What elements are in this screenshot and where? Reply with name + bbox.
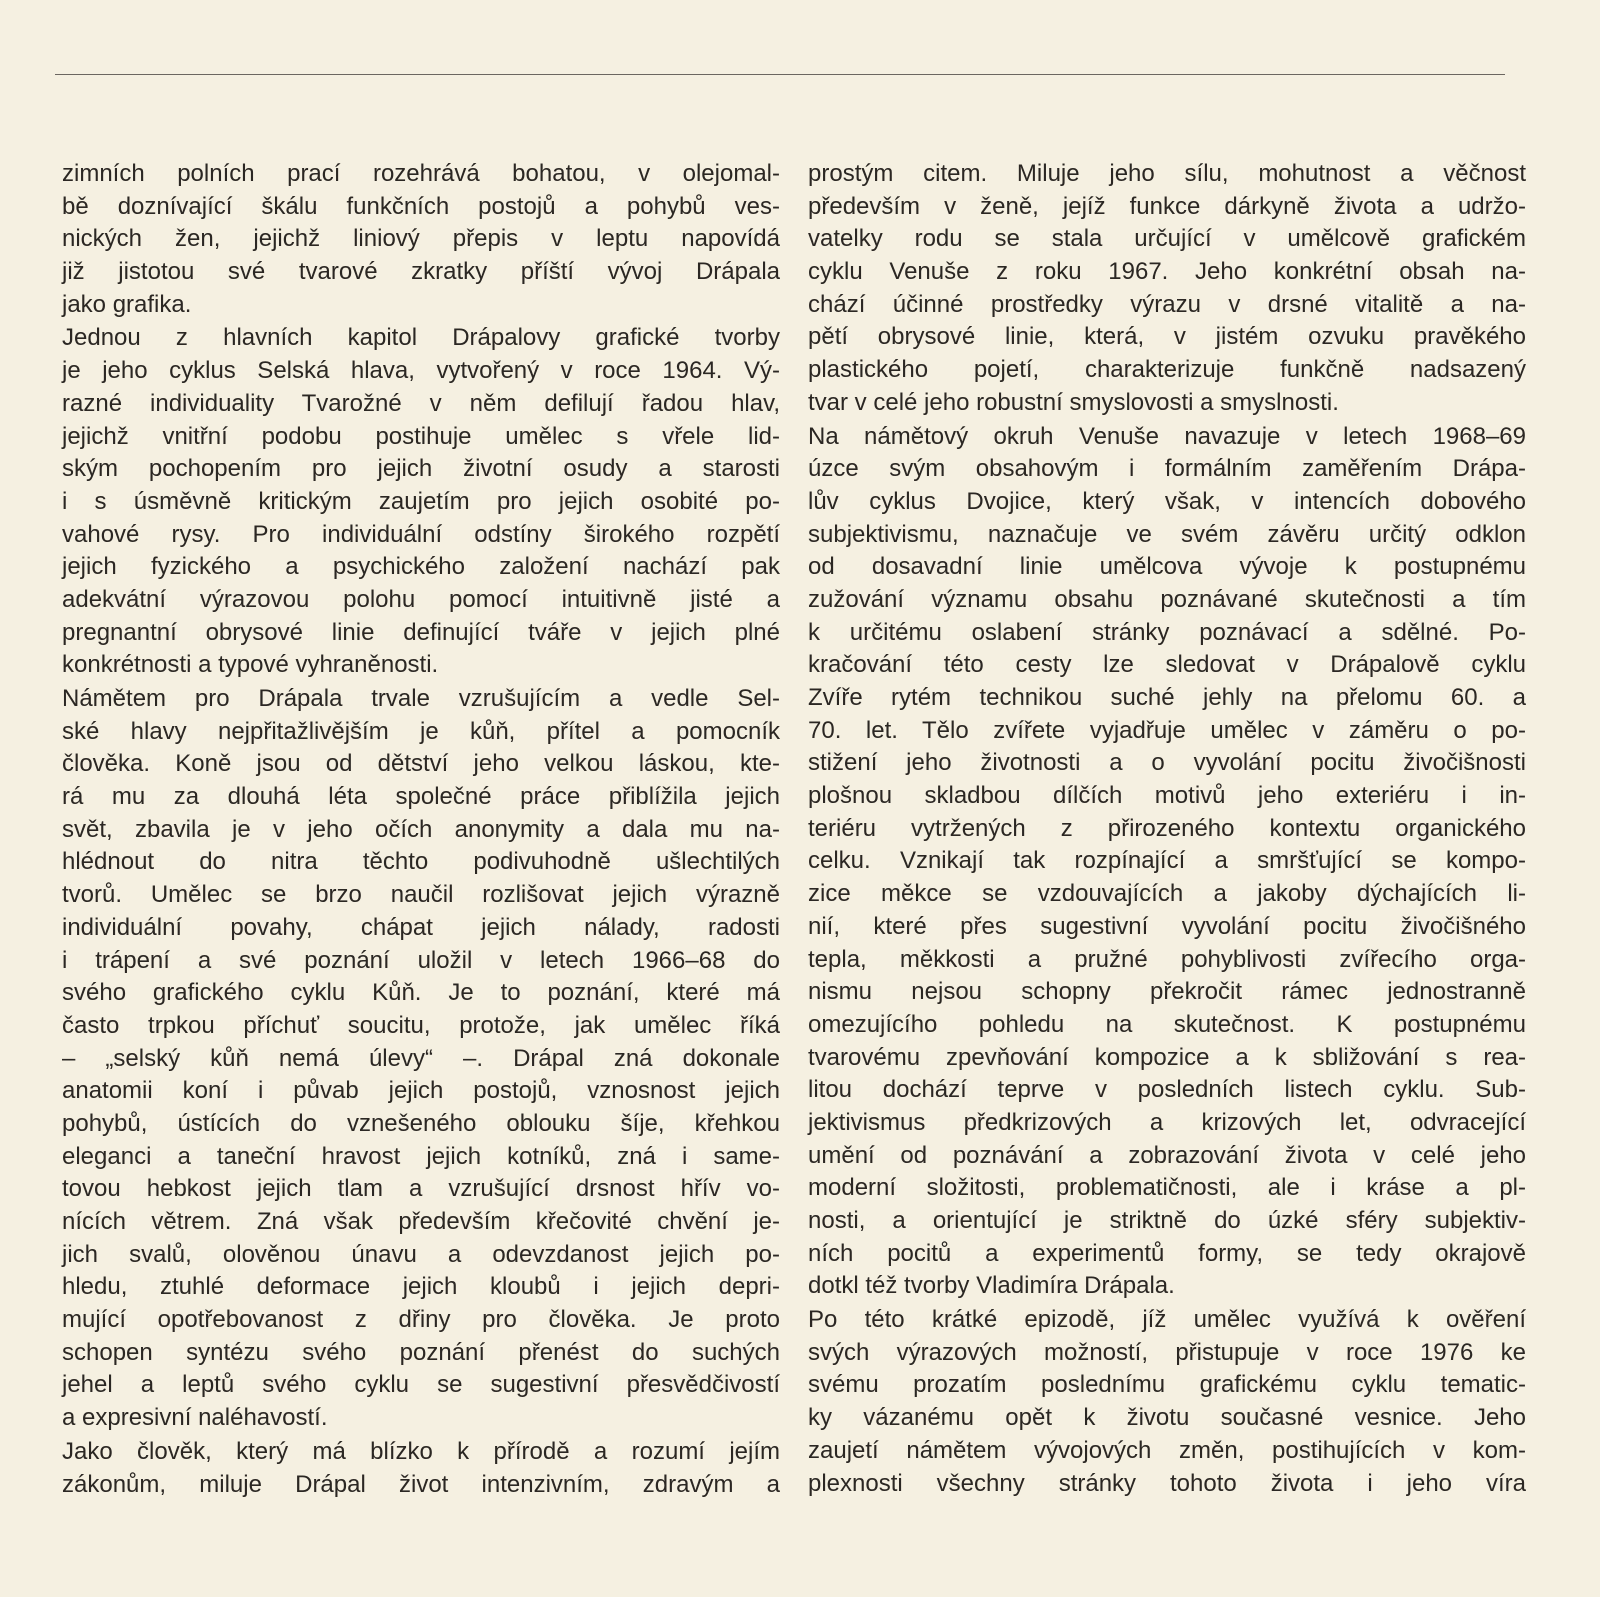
text-line: pohybů, ústících do vznešeného oblouku šíje, křehkou: [62, 1109, 780, 1137]
text-line: zimních polních prací rozehrává bohatou, v olejomal-: [62, 160, 780, 187]
text-line: plexnosti všechny stránky tohoto života i jeho víra: [808, 1469, 1526, 1497]
text-line: 70. let. Tělo zvířete vyjadřuje umělec v záměru o po-: [808, 716, 1526, 744]
text-line: ským pochopením pro jejich životní osudy a starosti: [62, 455, 780, 483]
text-line: již jistotou své tvarové zkratky příští vývoj Drápala: [62, 258, 780, 286]
text-line: hlédnout do nitra těchto podivuhodně ušlechtilých: [62, 848, 780, 876]
text-line: prostým citem. Miluje jeho sílu, mohutnost a věčnost: [808, 160, 1526, 187]
text-line: tovou hebkost jejich tlam a vzrušující drsnost hřív vo-: [62, 1175, 780, 1203]
text-line: anatomii koní i půvab jejich postojů, vznosnost jejich: [62, 1077, 780, 1105]
text-line: jehel a leptů svého cyklu se sugestivní přesvědčivostí: [62, 1371, 780, 1399]
text-line: subjektivismu, naznačuje ve svém závěru určitý odklon: [808, 520, 1526, 548]
text-line: svého grafického cyklu Kůň. Je to poznání, které má: [62, 979, 780, 1007]
text-line: je jeho cyklus Selská hlava, vytvořený v roce 1964. Vý-: [62, 357, 780, 385]
text-line: Jako člověk, který má blízko k přírodě a rozumí jejím: [62, 1437, 780, 1465]
text-line: dotkl též tvorby Vladimíra Drápala.: [808, 1272, 1175, 1300]
text-line: nících větrem. Zná však především křečovité chvění je-: [62, 1208, 780, 1235]
text-line: Námětem pro Drápala trvale vzrušujícím a vedle Sel-: [62, 685, 780, 712]
text-line: individuální povahy, chápat jejich nálady, radosti: [62, 913, 780, 941]
text-line: tvorů. Umělec se brzo naučil rozlišovat jejich výrazně: [62, 881, 780, 909]
text-line: nií, které přes sugestivní vyvolání pocitu živočišného: [808, 912, 1526, 940]
text-line: adekvátní výrazovou polohu pomocí intuitivně jisté a: [62, 585, 780, 613]
text-line: jektivismus předkrizových a krizových let, odvracející: [808, 1108, 1526, 1136]
text-line: pětí obrysové linie, která, v jistém ozvuku pravěkého: [808, 323, 1526, 351]
text-line: svět, zbavila je v jeho očích anonymity a dala mu na-: [62, 815, 780, 843]
text-line: i trápení a své poznání uložil v letech 1966–68 do: [62, 946, 780, 974]
text-line: úzce svým obsahovým i formálním zaměřením Drápa-: [808, 455, 1526, 483]
text-line: bě doznívající škálu funkčních postojů a pohybů ves-: [62, 192, 780, 220]
text-line: jako grafika.: [62, 290, 192, 318]
text-line: svému prozatím poslednímu grafickému cyklu tematic-: [808, 1371, 1526, 1399]
text-line: zice měkce se vzdouvajících a jakoby dýchajících li-: [808, 880, 1526, 908]
text-line: často trpkou příchuť soucitu, protože, jak umělec říká: [62, 1011, 780, 1039]
text-line: Na námětový okruh Venuše navazuje v letech 1968–69: [808, 422, 1526, 450]
paragraph: [62, 683, 780, 1435]
text-line: především v ženě, jejíž funkce dárkyně života a udržo-: [808, 192, 1526, 220]
text-line: tepla, měkkosti a pružné pohyblivosti zvířecího orga-: [808, 945, 1526, 973]
text-line: umění od poznávání a zobrazování života v celé jeho: [808, 1141, 1526, 1169]
text-line: schopen syntézu svého poznání přenést do suchých: [62, 1338, 780, 1366]
text-line: ních pocitů a experimentů formy, se tedy okrajově: [808, 1239, 1526, 1267]
text-line: konkrétnosti a typové vyhraněnosti.: [62, 651, 439, 679]
text-line: nismu nejsou schopny překročit rámec jednostranně: [808, 978, 1526, 1006]
text-line: vahové rysy. Pro individuální odstíny širokého rozpětí: [62, 520, 780, 548]
text-line: ské hlavy nejpřitažlivějším je kůň, přítel a pomocník: [62, 717, 780, 745]
text-line: jich svalů, olověnou únavu a odevzdanost jejich po-: [62, 1240, 780, 1268]
text-line: hledu, ztuhlé deformace jejich kloubů i jejich depri-: [62, 1273, 780, 1301]
text-line: celku. Vznikají tak rozpínající a smršťující se kompo-: [808, 847, 1526, 875]
text-line: kračování této cesty lze sledovat v Drápalově cyklu: [808, 651, 1526, 679]
text-column-right: [808, 158, 1526, 1501]
text-line: litou dochází teprve v posledních listech cyklu. Sub-: [808, 1076, 1526, 1104]
text-line: svých výrazových možností, přistupuje v roce 1976 ke: [808, 1338, 1526, 1366]
text-line: rá mu za dlouhá léta společné práce přiblížila jejich: [62, 783, 780, 811]
text-line: nosti, a orientující je striktně do úzké sféry subjektiv-: [808, 1207, 1526, 1234]
text-column-left: [62, 158, 780, 1502]
text-line: tvar v celé jeho robustní smyslovosti a smyslnosti.: [808, 388, 1339, 416]
text-line: Jednou z hlavních kapitol Drápalovy grafické tvorby: [62, 324, 780, 352]
text-line: stižení jeho životnosti a o vyvolání pocitu živočišnosti: [808, 749, 1526, 777]
text-line: eleganci a taneční hravost jejich kotníků, zná i same-: [62, 1142, 780, 1170]
text-line: zaujetí námětem vývojových změn, postihujících v kom-: [808, 1436, 1526, 1464]
text-line: k určitému oslabení stránky poznávací a sdělné. Po-: [808, 618, 1526, 646]
text-line: jejich fyzického a psychického založení nachází pak: [62, 553, 780, 581]
text-line: Po této krátké epizodě, jíž umělec využívá k ověření: [808, 1306, 1526, 1334]
text-line: vatelky rodu se stala určující v umělcově grafickém: [808, 225, 1526, 253]
text-line: – „selský kůň nemá úlevy“ –. Drápal zná dokonale: [62, 1044, 780, 1072]
paragraph: [62, 322, 780, 682]
text-line: plošnou skladbou dílčích motivů jeho exteriéru i in-: [808, 782, 1526, 810]
paragraph: [62, 158, 780, 321]
text-line: jejichž vnitřní podobu postihuje umělec s vřele lid-: [62, 422, 780, 450]
text-line: teriéru vytržených z přirozeného kontextu organického: [808, 814, 1526, 842]
text-line: mující opotřebovanost z dřiny pro člověka. Je proto: [62, 1306, 780, 1334]
text-line: chází účinné prostředky výrazu v drsné vitalitě a na-: [808, 290, 1526, 318]
text-line: od dosavadní linie umělcova vývoje k postupnému: [808, 553, 1526, 581]
text-line: plastického pojetí, charakterizuje funkčně nadsazený: [808, 356, 1526, 384]
text-line: omezujícího pohledu na skutečnost. K postupnému: [808, 1010, 1526, 1038]
text-line: moderní složitosti, problematičnosti, ale i kráse a pl-: [808, 1174, 1526, 1202]
text-line: zužování významu obsahu poznávané skutečnosti a tím: [808, 585, 1526, 613]
text-line: zákonům, miluje Drápal život intenzivním, zdravým a: [62, 1470, 780, 1498]
text-line: razné individuality Tvarožné v něm defilují řadou hlav,: [62, 389, 780, 417]
text-line: tvarovému zpevňování kompozice a k sbližování s rea-: [808, 1043, 1526, 1071]
text-line: cyklu Venuše z roku 1967. Jeho konkrétní obsah na-: [808, 258, 1526, 286]
paragraph: [808, 158, 1526, 420]
text-line: a expresivní naléhavostí.: [62, 1404, 328, 1432]
paragraph: [808, 421, 1526, 1304]
paragraph: [808, 1304, 1526, 1500]
text-line: pregnantní obrysové linie definující tváře v jejich plné: [62, 618, 780, 646]
text-line: i s úsměvně kritickým zaujetím pro jejich osobité po-: [62, 487, 780, 515]
text-line: Zvíře rytém technikou suché jehly na přelomu 60. a: [808, 684, 1526, 711]
paragraph: [62, 1436, 780, 1501]
text-line: lův cyklus Dvojice, který však, v intencích dobového: [808, 487, 1526, 515]
text-line: ky vázanému opět k životu současné vesnice. Jeho: [808, 1404, 1526, 1432]
text-line: nických žen, jejichž liniový přepis v leptu napovídá: [62, 225, 780, 253]
text-line: člověka. Koně jsou od dětství jeho velkou láskou, kte-: [62, 750, 780, 778]
header-rule: [55, 74, 1505, 75]
